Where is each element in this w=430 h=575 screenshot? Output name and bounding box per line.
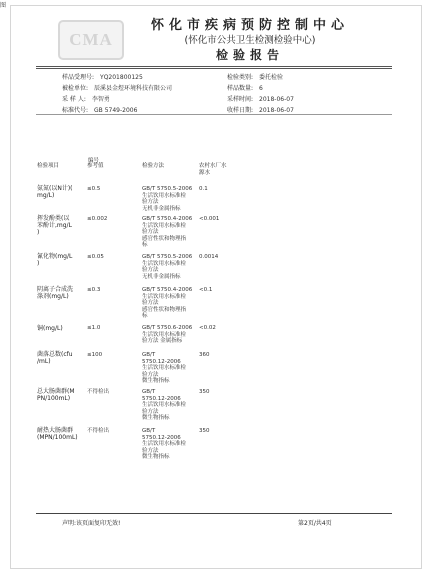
org-title: 怀化市疾病预防控制中心 xyxy=(150,18,349,33)
row-reference: ≤100 xyxy=(87,352,103,358)
row-method: GB/T 5750.12-2006 生活饮用水标准检 验方法 微生物指标 xyxy=(142,389,187,421)
row-reference: ≤0.002 xyxy=(87,216,108,222)
row-reference: 不得检出 xyxy=(87,389,110,395)
row-value: 350 xyxy=(199,389,210,395)
sample-time-label: 采样时间: xyxy=(227,96,254,103)
row-value: 360 xyxy=(199,352,210,358)
row-value: <0.1 xyxy=(199,287,213,293)
test-type-label: 检验类别: xyxy=(227,74,254,81)
header-divider-top xyxy=(36,66,392,67)
row-method: GB/T 5750.4-2006 生活饮用水标准检 验方法 感官性状和物理指 标 xyxy=(142,216,193,248)
row-reference: ≤1.0 xyxy=(87,325,101,331)
row-method: GB/T 5750.5-2006 生活饮用水标准检 验方法 无机非金属指标 xyxy=(142,254,193,280)
quantity-label: 样品数量: xyxy=(227,85,254,92)
header-reference: 参考值 xyxy=(87,163,104,169)
row-item: 铜(mg/L) xyxy=(37,325,63,332)
sampler-label: 采 样 人: xyxy=(62,96,86,103)
footer-statement: 声明:该页面复印无效! xyxy=(62,520,121,527)
row-value: <0.001 xyxy=(199,216,220,222)
quantity-value: 6 xyxy=(259,85,263,92)
standard-label: 标准代号: xyxy=(62,107,89,114)
sampler-value: 李智勇 xyxy=(91,96,110,103)
test-type-value: 委托检验 xyxy=(259,74,284,81)
standard-value: GB 5749-2006 xyxy=(94,107,138,114)
receive-date-field xyxy=(227,105,294,114)
standard-field xyxy=(62,105,137,114)
client-field xyxy=(62,83,172,92)
sample-no-field xyxy=(62,72,143,81)
page-indicator: 第2页/共4页 xyxy=(298,520,332,527)
row-item: 氰化物(mg/L ) xyxy=(37,253,73,267)
row-method: GB/T 5750.4-2006 生活饮用水标准检 验方法 感官性状和物理指 标 xyxy=(142,287,193,319)
row-item: 阴离子合成洗 涤剂(mg/L) xyxy=(37,286,74,300)
footer-divider xyxy=(36,513,392,514)
sample-time-value: 2018-06-07 xyxy=(259,96,294,103)
sample-no-value: YQ201800125 xyxy=(100,74,143,81)
sample-time-field xyxy=(227,94,294,103)
row-reference: ≤0.5 xyxy=(87,186,101,192)
corner-mark: 图 xyxy=(0,2,7,9)
row-method: GB/T 5750.12-2006 生活饮用水标准检 验方法 微生物指标 xyxy=(142,352,187,384)
row-item: 总大肠菌群(M PN/100mL) xyxy=(37,388,75,402)
row-item: 耐热大肠菌群 (MPN/100mL) xyxy=(37,427,78,441)
row-method: GB/T 5750.5-2006 生活饮用水标准检 验方法 无机非金属指标 xyxy=(142,186,193,212)
row-value: 0.1 xyxy=(199,186,208,192)
receive-date-label: 收样日期: xyxy=(227,107,254,114)
header-item: 检验项目 xyxy=(37,163,60,169)
info-divider xyxy=(36,114,392,115)
row-value: 350 xyxy=(199,428,210,434)
client-label: 被检单位: xyxy=(62,85,89,92)
sampler-field xyxy=(62,94,110,103)
quantity-field xyxy=(227,83,263,92)
test-type-field xyxy=(227,72,283,81)
sample-no-label: 样品受理号: xyxy=(62,74,95,81)
header-method: 检验方法 xyxy=(142,163,165,169)
row-item: 菌落总数(cfu /mL) xyxy=(37,351,73,365)
org-subtitle: (怀化市公共卫生检测检验中心) xyxy=(184,35,316,46)
row-reference: 不得检出 xyxy=(87,428,110,434)
cma-logo: CMA xyxy=(58,20,124,60)
header-divider-bottom xyxy=(36,68,392,69)
row-item: 挥发酚类(以 苯酚计,mg/L ) xyxy=(37,215,72,236)
serial-label: 编号 xyxy=(88,158,100,164)
receive-date-value: 2018-06-07 xyxy=(259,107,294,114)
row-value: <0.02 xyxy=(199,325,216,331)
row-item: 氨氮(以N计)( mg/L) xyxy=(37,185,73,199)
row-method: GB/T 5750.12-2006 生活饮用水标准检 验方法 微生物指标 xyxy=(142,428,187,460)
report-title: 检验报告 xyxy=(215,48,284,62)
client-value: 辰溪县金煜环境科技有限公司 xyxy=(94,85,173,92)
row-method: GB/T 5750.6-2006 生活饮用水标准检 验方法 金属指标 xyxy=(142,325,193,344)
row-reference: ≤0.05 xyxy=(87,254,104,260)
row-reference: ≤0.3 xyxy=(87,287,101,293)
row-value: 0.0014 xyxy=(199,254,219,260)
header-rural-source-water: 农村水厂水 源水 xyxy=(199,163,227,176)
